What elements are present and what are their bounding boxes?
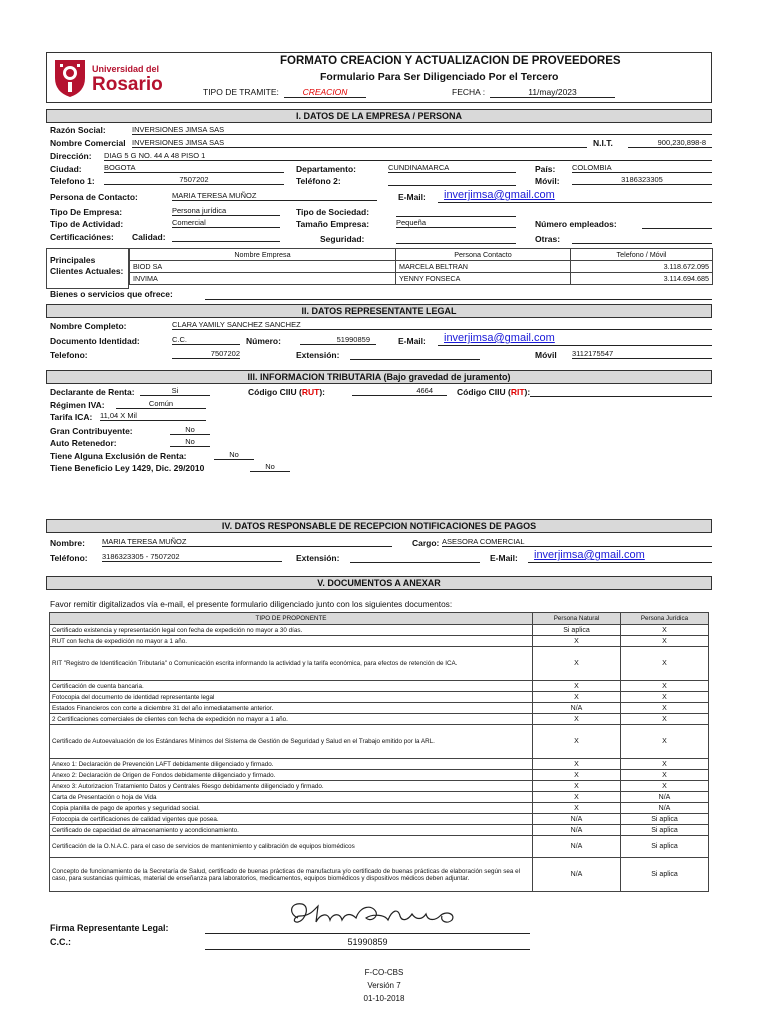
tel2-label: Teléfono 2:	[296, 176, 341, 186]
nit-label: N.I.T.	[593, 138, 613, 148]
clientes-actuales-label: Clientes Actuales:	[50, 266, 124, 276]
tipo-sociedad-label: Tipo de Sociedad:	[296, 207, 370, 217]
rep-tel-label: Telefono:	[50, 350, 88, 360]
clientes-header-empresa: Nombre Empresa	[130, 249, 396, 261]
resp-tel-value[interactable]: 3186323305 - 7507202	[102, 552, 282, 562]
tipo-actividad-label: Tipo de Actividad:	[50, 219, 124, 229]
resp-email-label: E-Mail:	[490, 553, 518, 563]
docs-header-natural: Persona Natural	[533, 613, 621, 625]
cc-label: C.C.:	[50, 937, 71, 947]
doc-juridica[interactable]: X	[621, 647, 709, 681]
section-5-title: V. DOCUMENTOS A ANEXAR	[46, 576, 712, 590]
doc-requirement: Anexo 2: Declaración de Origen de Fondos debidamente diligenciado y firmado.	[50, 770, 533, 781]
tamano-value[interactable]: Pequeña	[396, 218, 516, 228]
rep-doc-label: Documento Identidad:	[50, 336, 140, 346]
cc-value[interactable]: 51990859	[347, 937, 388, 947]
docs-intro: Favor remitir digitalizados vía e-mail, el presente formulario diligenciado junto con los siguientes documentos:	[50, 599, 453, 609]
table-row	[130, 273, 713, 285]
section-1-title: I. DATOS DE LA EMPRESA / PERSONA	[46, 109, 712, 123]
gran-value[interactable]: No	[170, 425, 210, 435]
otras-label: Otras:	[535, 234, 561, 244]
form-subtitle: Formulario Para Ser Diligenciado Por el Tercero	[320, 71, 559, 83]
resp-ext-value[interactable]	[350, 552, 480, 563]
tipo-empresa-label: Tipo De Empresa:	[50, 207, 123, 217]
tamano-label: Tamaño Empresa:	[296, 219, 370, 229]
table-row	[50, 814, 709, 825]
resp-cargo-value[interactable]: ASESORA COMERCIAL	[442, 537, 712, 547]
cliente-contacto[interactable]: MARCELA BELTRAN	[396, 261, 571, 273]
table-row	[50, 825, 709, 836]
rep-email-label: E-Mail:	[398, 336, 426, 346]
cliente-empresa[interactable]: BIOD SA	[130, 261, 396, 273]
doc-juridica[interactable]: Si aplica	[621, 814, 709, 825]
doc-natural[interactable]: N/A	[533, 858, 621, 892]
firma-line	[205, 933, 530, 934]
auto-label: Auto Retenedor:	[50, 438, 117, 448]
doc-natural[interactable]: X	[533, 792, 621, 803]
doc-juridica[interactable]: X	[621, 725, 709, 759]
pais-label: País:	[535, 164, 556, 174]
doc-requirement: 2 Certificaciones comerciales de clientes con fecha de expedición no mayor a 1 año.	[50, 714, 533, 725]
table-row	[50, 625, 709, 636]
auto-value[interactable]: No	[170, 437, 210, 447]
rep-movil-value[interactable]: 3112175547	[572, 349, 712, 359]
table-row	[50, 781, 709, 792]
doc-natural[interactable]: X	[533, 714, 621, 725]
doc-requirement: Certificación de cuenta bancaria.	[50, 681, 533, 692]
doc-juridica[interactable]: Si aplica	[621, 858, 709, 892]
cc-line	[205, 949, 530, 950]
rep-numero-value[interactable]: 51990859	[300, 335, 376, 345]
university-logo	[52, 56, 170, 100]
form-title: FORMATO CREACION Y ACTUALIZACION DE PROVEEDORES	[280, 55, 621, 67]
doc-natural[interactable]: X	[533, 725, 621, 759]
contacto-label: Persona de Contacto:	[50, 192, 138, 202]
renta-label: Declarante de Renta:	[50, 387, 135, 397]
doc-requirement: Anexo 1: Declaración de Prevención LAFT debidamente diligenciado y firmado.	[50, 759, 533, 770]
resp-cargo-label: Cargo:	[412, 538, 440, 548]
ciudad-label: Ciudad:	[50, 164, 82, 174]
rep-tel-value[interactable]: 7507202	[172, 349, 240, 359]
resp-nombre-label: Nombre:	[50, 538, 85, 548]
logo-line1: Universidad del	[92, 64, 160, 74]
tipo-actividad-value[interactable]: Comercial	[172, 218, 280, 228]
iva-value[interactable]: Común	[116, 399, 206, 409]
ica-label: Tarifa ICA:	[50, 412, 93, 422]
pais-value[interactable]: COLOMBIA	[572, 163, 712, 173]
table-row	[50, 703, 709, 714]
email-field[interactable]	[438, 189, 712, 203]
table-row	[50, 759, 709, 770]
seguridad-label: Seguridad:	[320, 234, 365, 244]
resp-email-value[interactable]: inverjimsa@gmail.com	[534, 549, 645, 561]
doc-juridica[interactable]: X	[621, 703, 709, 714]
docs-header-juridica: Persona Jurídica	[621, 613, 709, 625]
tel2-value[interactable]	[388, 175, 516, 186]
signature-image	[280, 896, 470, 932]
nit-value[interactable]: 900,230,898-8	[628, 138, 712, 148]
rep-numero-label: Número:	[246, 336, 281, 346]
tel1-label: Telefono 1:	[50, 176, 95, 186]
firma-label: Firma Representante Legal:	[50, 923, 169, 933]
rep-email-value[interactable]: inverjimsa@gmail.com	[444, 332, 555, 344]
table-row	[50, 792, 709, 803]
table-row	[50, 636, 709, 647]
doc-juridica[interactable]: Si aplica	[621, 836, 709, 858]
ciiu-rit-value[interactable]	[530, 386, 712, 397]
rep-doc-value[interactable]: C.C.	[172, 335, 240, 345]
bienes-value[interactable]	[205, 289, 712, 300]
razon-label: Razón Social:	[50, 125, 106, 135]
doc-juridica[interactable]: X	[621, 692, 709, 703]
doc-juridica[interactable]: X	[621, 714, 709, 725]
exclusion-value[interactable]: No	[214, 450, 254, 460]
empleados-value[interactable]	[642, 218, 712, 229]
ciiu-rut-value[interactable]: 4664	[352, 386, 447, 396]
ciiu-rit-label	[457, 387, 530, 397]
cliente-contacto[interactable]: YENNY FONSECA	[396, 273, 571, 285]
table-row	[50, 714, 709, 725]
cliente-telefono[interactable]: 3.118.672.095	[571, 261, 713, 273]
docs-header-tipo: TIPO DE PROPONENTE	[50, 613, 533, 625]
movil-label: Móvil:	[535, 176, 560, 186]
clientes-table	[129, 248, 713, 285]
fecha-label: FECHA :	[452, 87, 486, 97]
doc-requirement: Estados Financieros con corte a diciembre 31 del año inmediatamente anterior.	[50, 703, 533, 714]
doc-juridica[interactable]: X	[621, 781, 709, 792]
doc-requirement: Certificado de Autoevaluación de los Estándares Mínimos del Sistema de Gestión de Seguridad y Salud en el Trabajo emitido por la ARL.	[50, 725, 533, 759]
resp-nombre-value[interactable]: MARIA TERESA MUÑOZ	[102, 537, 392, 547]
ciiu-close: ):	[319, 387, 325, 397]
bienes-label: Bienes o servicios que ofrece:	[50, 289, 173, 299]
rep-nombre-value[interactable]: CLARA YAMILY SANCHEZ SANCHEZ	[172, 320, 712, 330]
rut-text: RUT	[301, 387, 320, 397]
doc-natural[interactable]: X	[533, 647, 621, 681]
doc-natural[interactable]: N/A	[533, 825, 621, 836]
calidad-label: Calidad:	[132, 232, 166, 242]
resp-ext-label: Extensión:	[296, 553, 340, 563]
email-value[interactable]: inverjimsa@gmail.com	[444, 189, 555, 201]
ciiu-rut-label	[248, 387, 325, 397]
doc-requirement: Certificado de capacidad de almacenamiento y acondicionamiento.	[50, 825, 533, 836]
doc-natural[interactable]: X	[533, 759, 621, 770]
comercial-label: Nombre Comercial	[50, 138, 126, 148]
gran-label: Gran Contribuyente:	[50, 426, 133, 436]
doc-juridica[interactable]: N/A	[621, 792, 709, 803]
table-row	[50, 725, 709, 759]
rep-email-field[interactable]	[438, 332, 712, 346]
doc-requirement: Copia planilla de pago de aportes y seguridad social.	[50, 803, 533, 814]
logo-line2: Rosario	[92, 74, 163, 95]
cert-label: Certificaciónes:	[50, 232, 114, 242]
footer-date: 01-10-2018	[363, 994, 405, 1003]
iva-label: Régimen IVA:	[50, 400, 105, 410]
doc-natural[interactable]: X	[533, 803, 621, 814]
doc-juridica[interactable]: N/A	[621, 803, 709, 814]
table-row	[50, 692, 709, 703]
doc-natural[interactable]: N/A	[533, 814, 621, 825]
ciudad-value[interactable]: BOGOTA	[104, 163, 284, 173]
doc-requirement: RUT con fecha de expedición no mayor a 1 año.	[50, 636, 533, 647]
contacto-value[interactable]: MARIA TERESA MUÑOZ	[172, 191, 377, 201]
tipo-empresa-value[interactable]: Persona jurídica	[172, 206, 280, 216]
clientes-header-contacto: Persona Contacto	[396, 249, 571, 261]
razon-value[interactable]: INVERSIONES JIMSA SAS	[132, 125, 712, 135]
principales-label: Principales	[50, 255, 96, 265]
seguridad-value[interactable]	[396, 233, 516, 244]
doc-requirement: Concepto de funcionamiento de la Secretaría de Salud, certificado de buenas prácticas de manufactura y/o certificado de buenas prácticas de elaboración según sea el caso, para sustancias químicas, material de enseñanza para laboratorios, medicamentos, equipos biomédicos y dispositivos médicos deben adjuntar.	[50, 858, 533, 892]
doc-natural[interactable]: Si aplica	[533, 625, 621, 636]
clientes-header-telefono: Telefono / Móvil	[571, 249, 713, 261]
doc-juridica[interactable]: X	[621, 681, 709, 692]
renta-value[interactable]: Si	[140, 386, 210, 396]
rosario-crest-icon	[52, 56, 88, 98]
cliente-empresa[interactable]: INVIMA	[130, 273, 396, 285]
doc-natural[interactable]: X	[533, 636, 621, 647]
doc-natural[interactable]: X	[533, 681, 621, 692]
depto-value[interactable]: CUNDINAMARCA	[388, 163, 516, 173]
docs-table	[49, 612, 709, 892]
doc-requirement: Fotocopia de certificaciones de calidad vigentes que posea.	[50, 814, 533, 825]
rep-movil-label: Móvil	[535, 350, 557, 360]
doc-natural[interactable]: N/A	[533, 836, 621, 858]
doc-requirement: Carta de Presentación o hoja de Vida	[50, 792, 533, 803]
rep-ext-value[interactable]	[350, 349, 480, 360]
otras-value[interactable]	[572, 233, 712, 244]
doc-requirement: RIT "Registro de Identificación Tributaria" o Comunicación escrita informando la actividad y la tarifa económica, para efectos de retención de ICA.	[50, 647, 533, 681]
doc-requirement: Fotocopia del documento de identidad representante legal	[50, 692, 533, 703]
empleados-label: Número empleados:	[535, 219, 617, 229]
rep-ext-label: Extensión:	[296, 350, 340, 360]
rit-text: RIT	[510, 387, 525, 397]
rep-nombre-label: Nombre Completo:	[50, 321, 127, 331]
ciiu-text: Código CIIU (	[457, 387, 511, 397]
calidad-value[interactable]	[172, 231, 280, 242]
depto-label: Departamento:	[296, 164, 356, 174]
doc-juridica[interactable]: X	[621, 625, 709, 636]
ica-value[interactable]: 11,04 X Mil	[100, 411, 206, 421]
direccion-label: Dirección:	[50, 151, 92, 161]
table-row	[50, 770, 709, 781]
doc-juridica[interactable]: X	[621, 759, 709, 770]
section-2-title: II. DATOS REPRESENTANTE LEGAL	[46, 304, 712, 318]
resp-email-field[interactable]	[528, 549, 712, 563]
table-row	[50, 647, 709, 681]
fecha-value[interactable]: 11/may/2023	[490, 87, 615, 98]
table-row	[130, 261, 713, 273]
email-label: E-Mail:	[398, 192, 426, 202]
doc-requirement: Certificación de la O.N.A.C. para el caso de servicios de mantenimiento y calibración de equipos biomédicos	[50, 836, 533, 858]
tipo-sociedad-value[interactable]	[396, 206, 516, 217]
ciiu-close: ):	[524, 387, 531, 397]
comercial-value[interactable]: INVERSIONES JIMSA SAS	[132, 138, 587, 148]
section-4-title: IV. DATOS RESPONSABLE DE RECEPCION NOTIFICACIONES DE PAGOS	[46, 519, 712, 533]
cliente-telefono[interactable]: 3.114.694.685	[571, 273, 713, 285]
movil-value[interactable]: 3186323305	[572, 175, 712, 185]
section-3-title: III. INFORMACION TRIBUTARIA (Bajo gravedad de juramento)	[46, 370, 712, 384]
beneficio-label: Tiene Beneficio Ley 1429, Dic. 29/2010	[50, 463, 205, 473]
table-row	[50, 836, 709, 858]
exclusion-label: Tiene Alguna Exclusión de Renta:	[50, 451, 187, 461]
beneficio-value[interactable]: No	[250, 462, 290, 472]
doc-juridica[interactable]: X	[621, 636, 709, 647]
resp-tel-label: Teléfono:	[50, 553, 88, 563]
table-row	[50, 681, 709, 692]
table-row	[50, 858, 709, 892]
doc-requirement: Certificado existencia y representación legal con fecha de expedición no mayor a 30 días.	[50, 625, 533, 636]
tel1-value[interactable]: 7507202	[104, 175, 284, 185]
table-row	[50, 803, 709, 814]
ciiu-text: Código CIIU (	[248, 387, 302, 397]
direccion-value[interactable]: DIAG 5 G NO. 44 A 48 PISO 1	[104, 151, 712, 161]
doc-juridica[interactable]: X	[621, 770, 709, 781]
doc-natural[interactable]: X	[533, 781, 621, 792]
tramite-value[interactable]: CREACION	[284, 87, 366, 98]
doc-natural[interactable]: N/A	[533, 703, 621, 714]
doc-juridica[interactable]: Si aplica	[621, 825, 709, 836]
doc-natural[interactable]: X	[533, 692, 621, 703]
doc-requirement: Anexo 3: Autorizacion Tratamiento Datos y Centrales Riesgo debidamente diligenciado y firmado.	[50, 781, 533, 792]
footer-code: F-CO-CBS	[364, 968, 404, 977]
doc-natural[interactable]: X	[533, 770, 621, 781]
footer-version: Versión 7	[367, 981, 401, 990]
tramite-label: TIPO DE TRAMITE:	[203, 87, 279, 97]
